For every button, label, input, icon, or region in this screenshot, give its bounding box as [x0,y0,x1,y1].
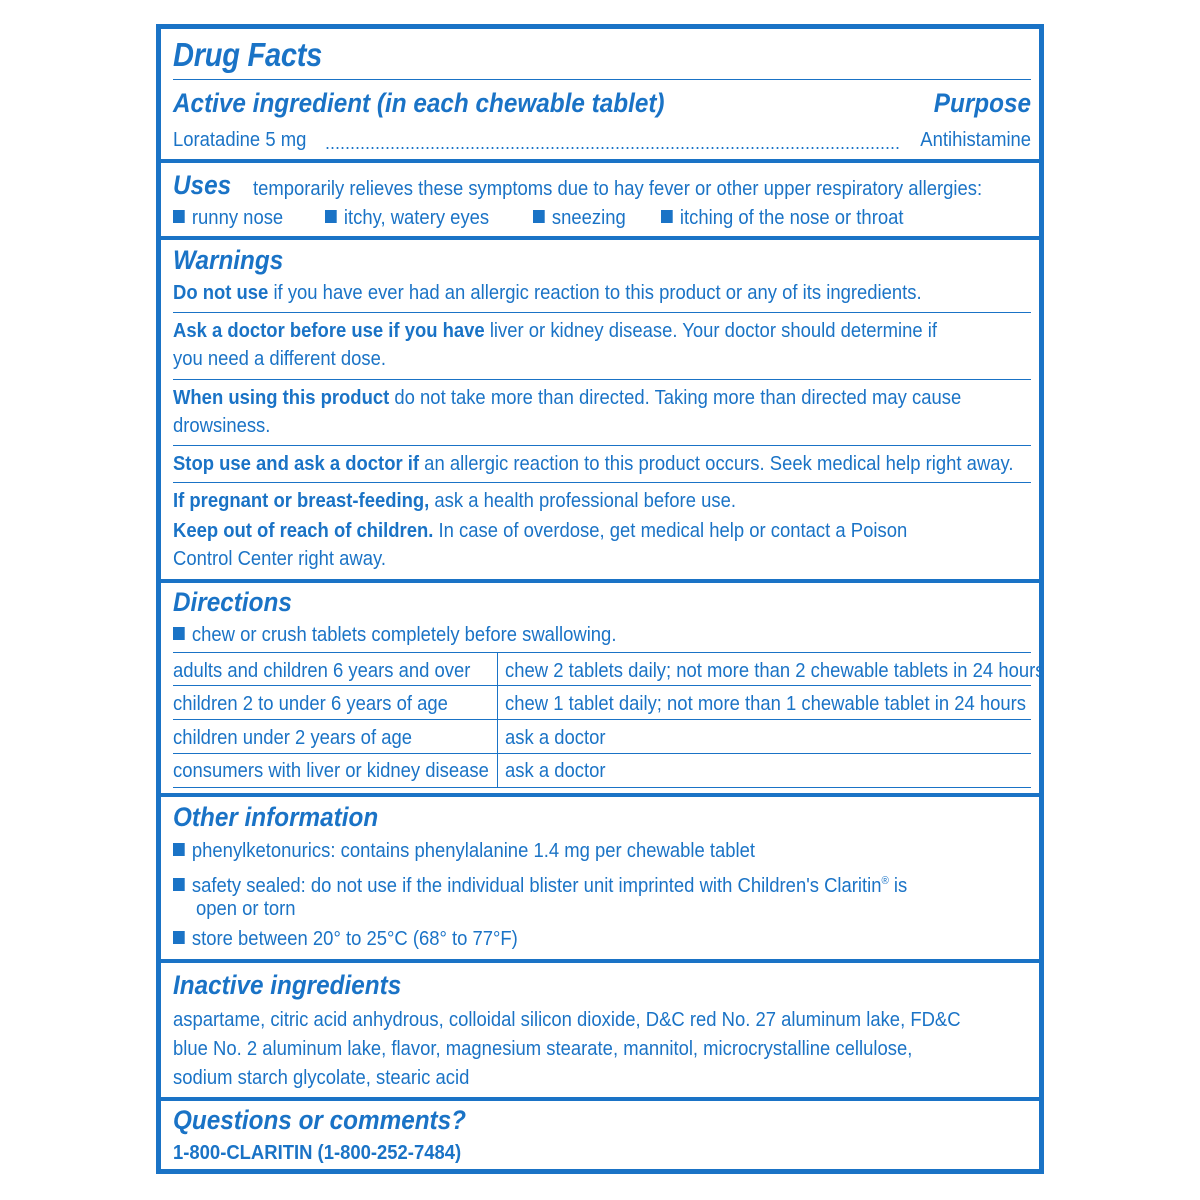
bullet-icon [325,210,337,223]
questions-heading: Questions or comments? [173,1105,467,1135]
section-divider [161,236,1039,240]
table-rule [173,753,1031,754]
warning-keep-out-cont: Control Center right away. [173,547,386,570]
bullet-icon [173,210,185,223]
other-info-item-cont: open or torn [196,897,296,920]
warning-stop-use: Stop use and ask a doctor if an allergic reaction to this product occurs. Seek medical help right away. [173,452,1014,475]
table-row-dose: chew 1 tablet daily; not more than 1 chewable tablet in 24 hours [505,692,1027,715]
table-row-dose: chew 2 tablets daily; not more than 2 chewable tablets in 24 hours [505,659,1045,682]
table-row-dose: ask a doctor [505,759,606,782]
warning-keep-out: Keep out of reach of children. In case of overdose, get medical help or contact a Poison [173,519,908,542]
purpose-heading: Purpose [933,88,1031,118]
bullet-icon [173,843,185,856]
warning-do-not-use: Do not use if you have ever had an allergic reaction to this product or any of its ingredients. [173,281,922,304]
drug-facts-panel [156,24,1044,1174]
inactive-line: sodium starch glycolate, stearic acid [173,1066,470,1089]
other-info-item: safety sealed: do not use if the individual blister unit imprinted with Children's Claritin® is [173,867,907,900]
uses-intro: temporarily relieves these symptoms due to hay fever or other upper respiratory allergies: [253,177,983,200]
section-divider [161,159,1039,163]
bullet-icon [533,210,545,223]
other-info-item: store between 20° to 25°C (68° to 77°F) [173,925,518,953]
uses-item: runny nose [173,204,283,232]
other-info-item: phenylketonurics: contains phenylalanine 1.4 mg per chewable tablet [173,837,755,865]
dot-leader [325,147,899,149]
inactive-line: aspartame, citric acid anhydrous, colloidal silicon dioxide, D&C red No. 27 aluminum lake, FD&C [173,1008,961,1031]
inactive-heading: Inactive ingredients [173,970,402,1000]
active-ingredient-name: Loratadine 5 mg [173,128,307,151]
bullet-icon [173,627,185,640]
uses-item: sneezing [533,204,626,232]
inactive-line: blue No. 2 aluminum lake, flavor, magnesium stearate, mannitol, microcrystalline cellulose, [173,1037,913,1060]
directions-bullet: chew or crush tablets completely before swallowing. [173,621,616,649]
table-row-who: consumers with liver or kidney disease [173,759,489,782]
warning-pregnant: If pregnant or breast-feeding, ask a health professional before use. [173,489,736,512]
warnings-rule [173,312,1031,313]
warning-ask-doctor: Ask a doctor before use if you have liver or kidney disease. Your doctor should determine if [173,319,937,342]
table-rule [173,719,1031,720]
bullet-icon [661,210,673,223]
table-column-divider [497,652,498,787]
table-row-dose: ask a doctor [505,726,606,749]
phone-number: 1-800-CLARITIN (1-800-252-7484) [173,1141,462,1164]
section-divider [161,579,1039,583]
section-divider [161,1097,1039,1101]
other-info-heading: Other information [173,802,379,832]
active-ingredient-heading: Active ingredient (in each chewable tablet) [173,88,665,118]
warnings-rule [173,379,1031,380]
bullet-icon [173,931,185,944]
title-rule [173,79,1031,80]
section-divider [161,959,1039,963]
warning-when-using: When using this product do not take more than directed. Taking more than directed may cause [173,386,962,409]
uses-item: itching of the nose or throat [661,204,903,232]
directions-heading: Directions [173,587,292,617]
purpose-value: Antihistamine [920,128,1031,151]
uses-item: itchy, watery eyes [325,204,489,232]
drug-facts-title: Drug Facts [173,36,323,73]
uses-heading: Uses [173,170,232,200]
table-row-who: children 2 to under 6 years of age [173,692,448,715]
warnings-heading: Warnings [173,245,284,275]
warnings-rule [173,445,1031,446]
table-row-who: adults and children 6 years and over [173,659,471,682]
table-rule [173,787,1031,788]
table-rule [173,685,1031,686]
bullet-icon [173,878,185,891]
warning-when-using-cont: drowsiness. [173,414,271,437]
table-rule [173,652,1031,653]
warning-ask-doctor-cont: you need a different dose. [173,347,387,370]
section-divider [161,793,1039,797]
table-row-who: children under 2 years of age [173,726,412,749]
warnings-rule [173,482,1031,483]
